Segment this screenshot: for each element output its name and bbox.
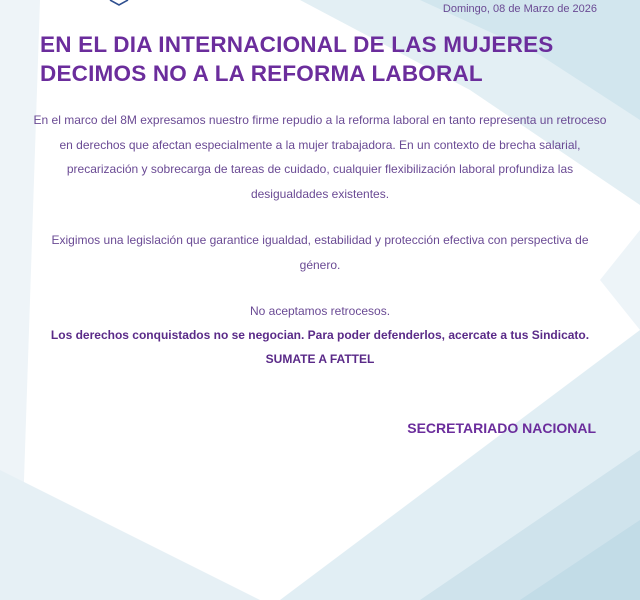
- publication-date: Domingo, 08 de Marzo de 2026: [442, 3, 597, 15]
- body-paragraph-5: SUMATE A FATTEL: [265, 352, 375, 366]
- signature: SECRETARIADO NACIONAL: [407, 420, 596, 436]
- logo-fragment-icon: [108, 0, 130, 6]
- headline-line-1: EN EL DIA INTERNACIONAL DE LAS MUJERES: [40, 32, 554, 57]
- headline: [40, 30, 620, 88]
- body-paragraph-4: Los derechos conquistados no se negocian. Para poder defenderlos, acercate a tus Sindicato.: [50, 328, 590, 342]
- headline-line-2: DECIMOS NO A LA REFORMA LABORAL: [40, 61, 483, 86]
- body-paragraph-3: No aceptamos retrocesos.: [249, 304, 391, 318]
- body-paragraph-2: Exigimos una legislación que garantice igualdad, estabilidad y protección efectiva con perspectiva de género.: [51, 233, 589, 272]
- body-paragraph-1: En el marco del 8M expresamos nuestro firme repudio a la reforma laboral en tanto representa un retroceso en derechos que afectan especialmente a la mujer trabajadora. En un contexto de brecha salarial, precarización y sobrecarga de tareas de cuidado, cualquier flexibilización laboral profundiza las desigualdades existentes.: [33, 113, 607, 201]
